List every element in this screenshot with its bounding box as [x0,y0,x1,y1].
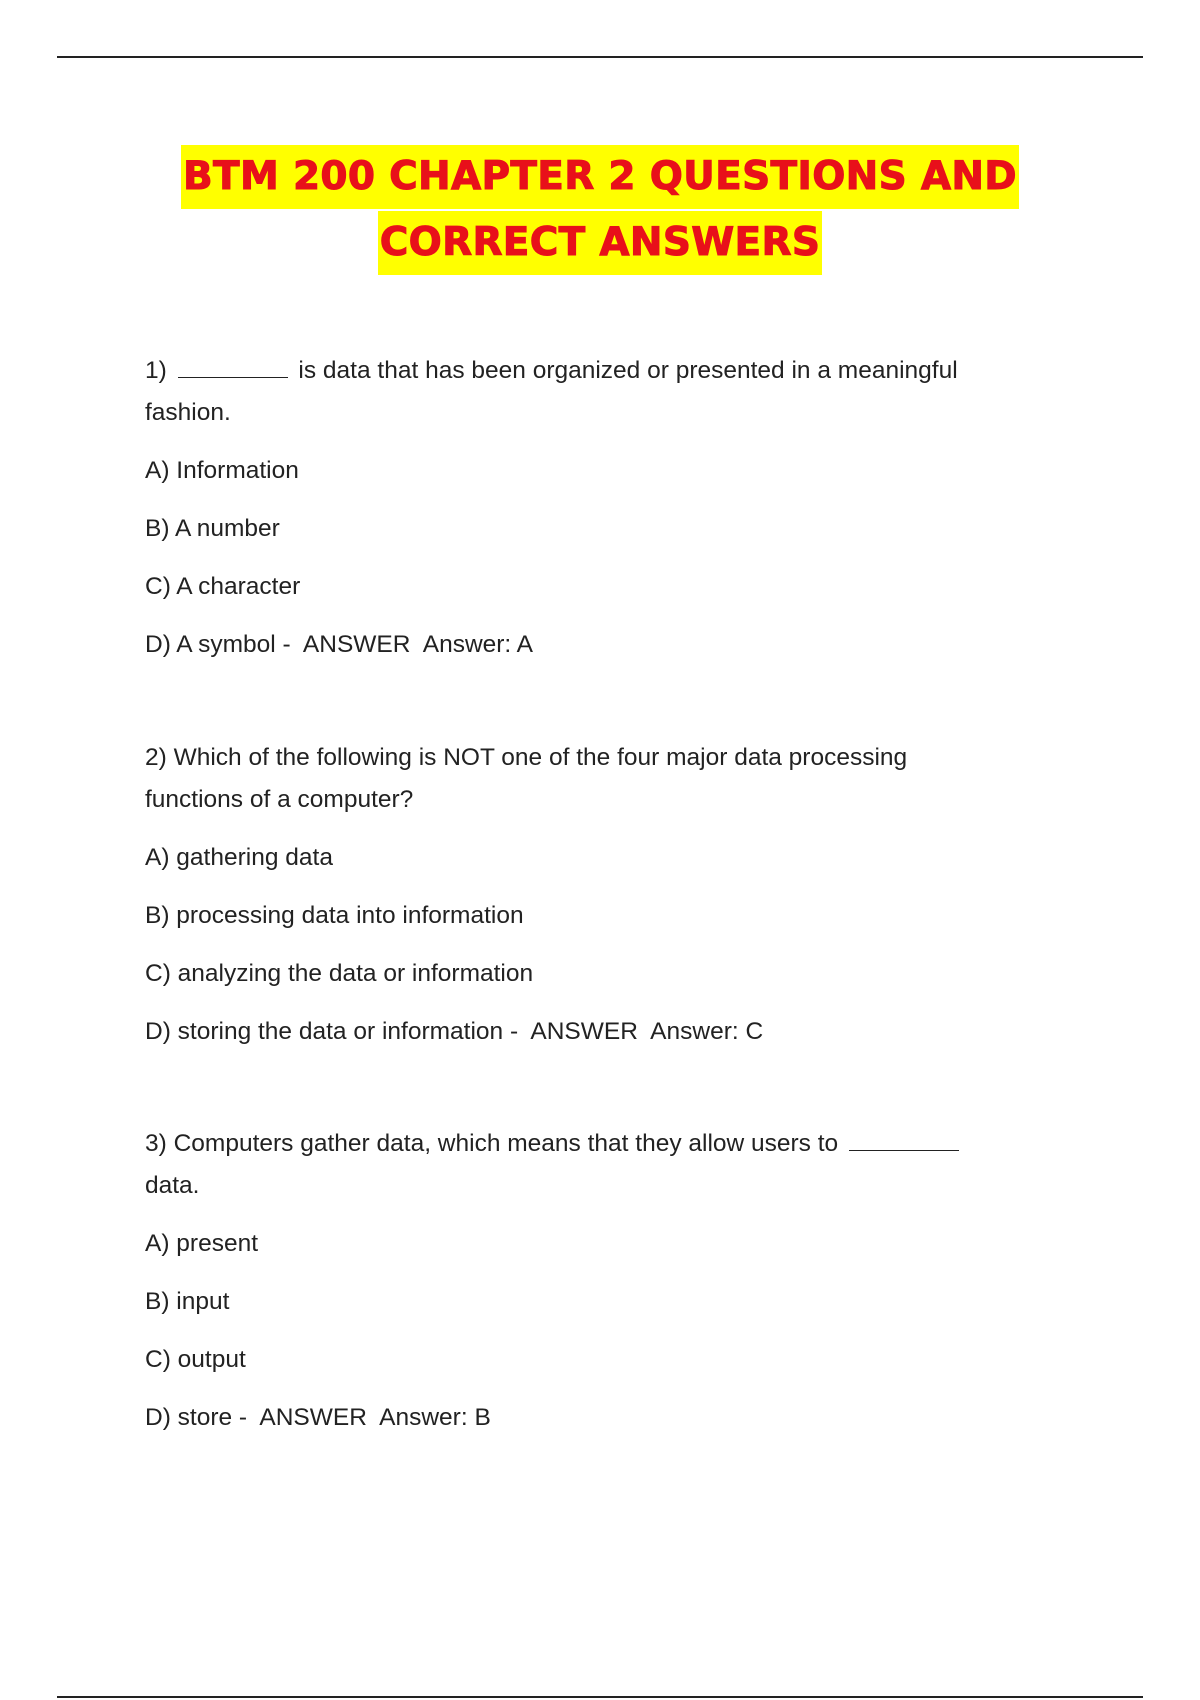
question-3 [145,1123,1025,1447]
question-text: Computers gather data, which means that they allow users to [173,1130,839,1157]
option-a: A) gathering data [145,844,333,871]
question-1-stem [145,350,1025,434]
option-a: A) present [145,1230,259,1257]
question-3-stem [145,1123,1025,1207]
option-d-with-answer: D) A symbol - ANSWER Answer: A [145,631,534,658]
title-line-1: BTM 200 CHAPTER 2 QUESTIONS AND [181,145,1019,209]
header-rule [57,56,1143,58]
footer-rule [57,1696,1143,1698]
question-number: 2) [145,744,167,771]
title-line-2: CORRECT ANSWERS [378,211,822,275]
option-b: B) processing data into information [145,902,524,929]
question-text-continued: functions of a computer? [145,786,414,813]
question-number: 3) [145,1130,167,1157]
answer-blank [178,357,288,378]
question-number: 1) [145,357,167,384]
option-a: A) Information [145,457,299,484]
answer-blank [849,1130,959,1151]
question-1 [145,350,1025,674]
option-b: B) input [145,1288,230,1315]
option-d-with-answer: D) storing the data or information - ANSWER Answer: C [145,1018,764,1045]
option-b: B) A number [145,515,280,542]
question-text: is data that has been organized or presented in a meaningful [298,357,958,384]
question-2-stem [145,737,1025,821]
document-title [0,145,1200,275]
option-c: C) output [145,1346,246,1373]
question-text: Which of the following is NOT one of the four major data processing [173,744,908,771]
option-c: C) A character [145,573,301,600]
option-d-with-answer: D) store - ANSWER Answer: B [145,1404,491,1431]
option-c: C) analyzing the data or information [145,960,534,987]
question-2 [145,737,1025,1061]
question-text-continued: data. [145,1172,200,1199]
question-text-continued: fashion. [145,399,231,426]
